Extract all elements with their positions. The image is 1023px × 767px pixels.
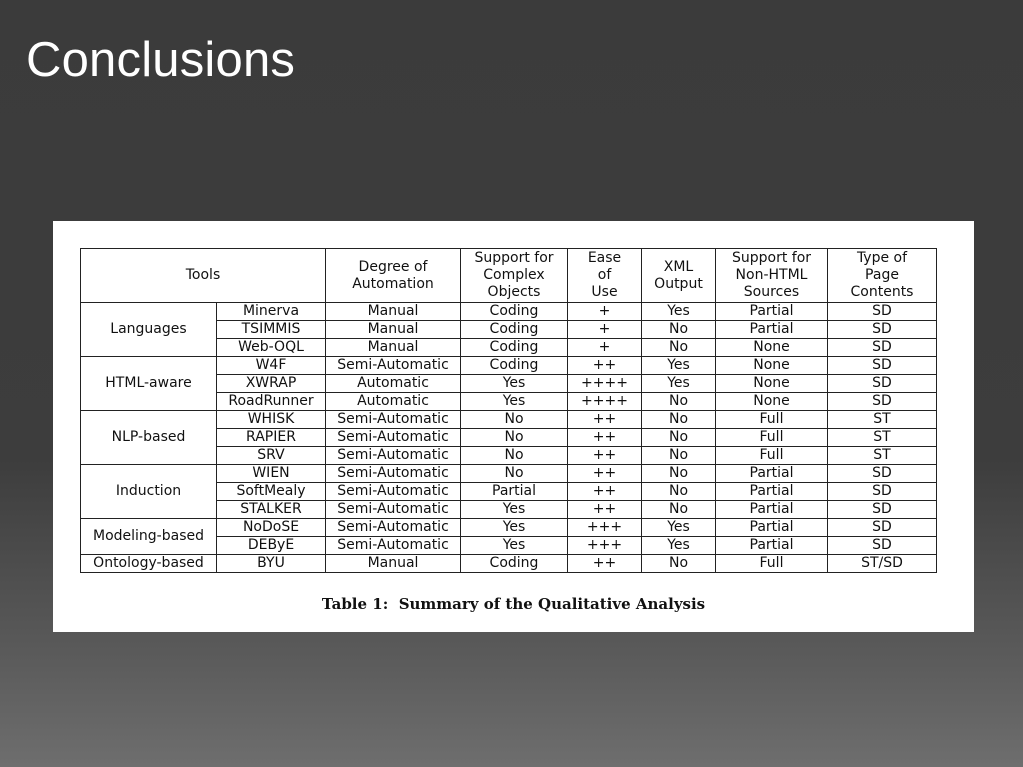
cell-ease: ++ [568, 465, 642, 483]
cell-type: SD [828, 393, 937, 411]
cell-degree: Manual [326, 303, 461, 321]
cell-type: SD [828, 303, 937, 321]
table-caption: Table 1: Summary of the Qualitative Analysis [321, 595, 706, 613]
cell-degree: Semi-Automatic [326, 483, 461, 501]
cell-ease: ++ [568, 447, 642, 465]
cell-complex: Yes [461, 519, 568, 537]
cell-xml: Yes [642, 537, 716, 555]
cell-tool: NoDoSE [217, 519, 326, 537]
cell-ease: + [568, 321, 642, 339]
cell-degree: Semi-Automatic [326, 411, 461, 429]
table-row [81, 555, 937, 573]
cell-nonhtml: Partial [716, 483, 828, 501]
cell-xml: No [642, 411, 716, 429]
cell-xml: No [642, 429, 716, 447]
cell-xml: Yes [642, 519, 716, 537]
cell-complex: Coding [461, 339, 568, 357]
cell-ease: ++ [568, 411, 642, 429]
table-body [81, 303, 937, 573]
table-row [81, 465, 937, 483]
cell-complex: Partial [461, 483, 568, 501]
cell-complex: No [461, 465, 568, 483]
cell-ease: ++++ [568, 393, 642, 411]
cell-xml: Yes [642, 303, 716, 321]
summary-table [80, 248, 937, 573]
cell-xml: No [642, 393, 716, 411]
group-label: HTML-aware [81, 357, 217, 411]
cell-ease: + [568, 303, 642, 321]
cell-type: ST/SD [828, 555, 937, 573]
cell-degree: Semi-Automatic [326, 447, 461, 465]
cell-tool: TSIMMIS [217, 321, 326, 339]
cell-degree: Semi-Automatic [326, 465, 461, 483]
cell-nonhtml: Full [716, 429, 828, 447]
cell-xml: No [642, 555, 716, 573]
cell-type: SD [828, 339, 937, 357]
cell-nonhtml: Partial [716, 303, 828, 321]
cell-type: SD [828, 357, 937, 375]
cell-degree: Semi-Automatic [326, 429, 461, 447]
cell-type: SD [828, 375, 937, 393]
cell-tool: SoftMealy [217, 483, 326, 501]
cell-ease: ++++ [568, 375, 642, 393]
cell-tool: XWRAP [217, 375, 326, 393]
header-tools: Tools [81, 249, 326, 303]
cell-complex: Coding [461, 555, 568, 573]
cell-type: ST [828, 411, 937, 429]
cell-tool: WIEN [217, 465, 326, 483]
cell-xml: No [642, 465, 716, 483]
cell-tool: W4F [217, 357, 326, 375]
cell-complex: Yes [461, 537, 568, 555]
header-degree: Degree of Automation [326, 249, 461, 303]
cell-type: ST [828, 447, 937, 465]
cell-type: SD [828, 501, 937, 519]
cell-complex: Coding [461, 321, 568, 339]
cell-complex: No [461, 447, 568, 465]
cell-complex: Yes [461, 393, 568, 411]
cell-nonhtml: None [716, 393, 828, 411]
cell-tool: STALKER [217, 501, 326, 519]
cell-degree: Automatic [326, 375, 461, 393]
cell-xml: Yes [642, 357, 716, 375]
cell-nonhtml: Partial [716, 501, 828, 519]
table-row [81, 519, 937, 537]
cell-nonhtml: Full [716, 411, 828, 429]
cell-nonhtml: Full [716, 447, 828, 465]
group-label: Ontology-based [81, 555, 217, 573]
cell-degree: Automatic [326, 393, 461, 411]
cell-nonhtml: Partial [716, 519, 828, 537]
cell-type: SD [828, 537, 937, 555]
header-complex-objects: Support for Complex Objects [461, 249, 568, 303]
cell-tool: RoadRunner [217, 393, 326, 411]
cell-tool: WHISK [217, 411, 326, 429]
cell-degree: Semi-Automatic [326, 537, 461, 555]
cell-tool: BYU [217, 555, 326, 573]
table-figure [53, 221, 974, 632]
table-row [81, 357, 937, 375]
cell-type: SD [828, 321, 937, 339]
cell-ease: ++ [568, 429, 642, 447]
cell-complex: Coding [461, 303, 568, 321]
cell-tool: Minerva [217, 303, 326, 321]
header-ease-of-use: Ease of Use [568, 249, 642, 303]
cell-ease: ++ [568, 483, 642, 501]
header-row [81, 249, 937, 303]
cell-type: SD [828, 519, 937, 537]
cell-ease: + [568, 339, 642, 357]
cell-type: SD [828, 483, 937, 501]
cell-tool: SRV [217, 447, 326, 465]
cell-type: ST [828, 429, 937, 447]
table-row [81, 303, 937, 321]
cell-xml: No [642, 339, 716, 357]
cell-tool: RAPIER [217, 429, 326, 447]
cell-xml: No [642, 483, 716, 501]
cell-ease: ++ [568, 501, 642, 519]
header-page-type: Type of Page Contents [828, 249, 937, 303]
cell-complex: Coding [461, 357, 568, 375]
cell-ease: +++ [568, 537, 642, 555]
cell-tool: Web-OQL [217, 339, 326, 357]
header-xml-output: XML Output [642, 249, 716, 303]
slide-title: Conclusions [26, 33, 296, 87]
cell-xml: No [642, 447, 716, 465]
cell-ease: ++ [568, 357, 642, 375]
cell-xml: No [642, 321, 716, 339]
cell-nonhtml: Partial [716, 537, 828, 555]
group-label: NLP-based [81, 411, 217, 465]
header-non-html: Support for Non-HTML Sources [716, 249, 828, 303]
cell-degree: Manual [326, 321, 461, 339]
cell-complex: Yes [461, 375, 568, 393]
cell-nonhtml: None [716, 375, 828, 393]
cell-tool: DEByE [217, 537, 326, 555]
group-label: Induction [81, 465, 217, 519]
cell-xml: Yes [642, 375, 716, 393]
cell-degree: Manual [326, 555, 461, 573]
cell-type: SD [828, 465, 937, 483]
cell-xml: No [642, 501, 716, 519]
cell-nonhtml: Full [716, 555, 828, 573]
cell-degree: Manual [326, 339, 461, 357]
table-row [81, 411, 937, 429]
group-label: Modeling-based [81, 519, 217, 555]
cell-complex: No [461, 429, 568, 447]
cell-nonhtml: Partial [716, 465, 828, 483]
cell-nonhtml: None [716, 339, 828, 357]
cell-degree: Semi-Automatic [326, 501, 461, 519]
cell-ease: +++ [568, 519, 642, 537]
cell-complex: No [461, 411, 568, 429]
cell-degree: Semi-Automatic [326, 519, 461, 537]
group-label: Languages [81, 303, 217, 357]
cell-ease: ++ [568, 555, 642, 573]
cell-degree: Semi-Automatic [326, 357, 461, 375]
cell-nonhtml: None [716, 357, 828, 375]
cell-complex: Yes [461, 501, 568, 519]
cell-nonhtml: Partial [716, 321, 828, 339]
